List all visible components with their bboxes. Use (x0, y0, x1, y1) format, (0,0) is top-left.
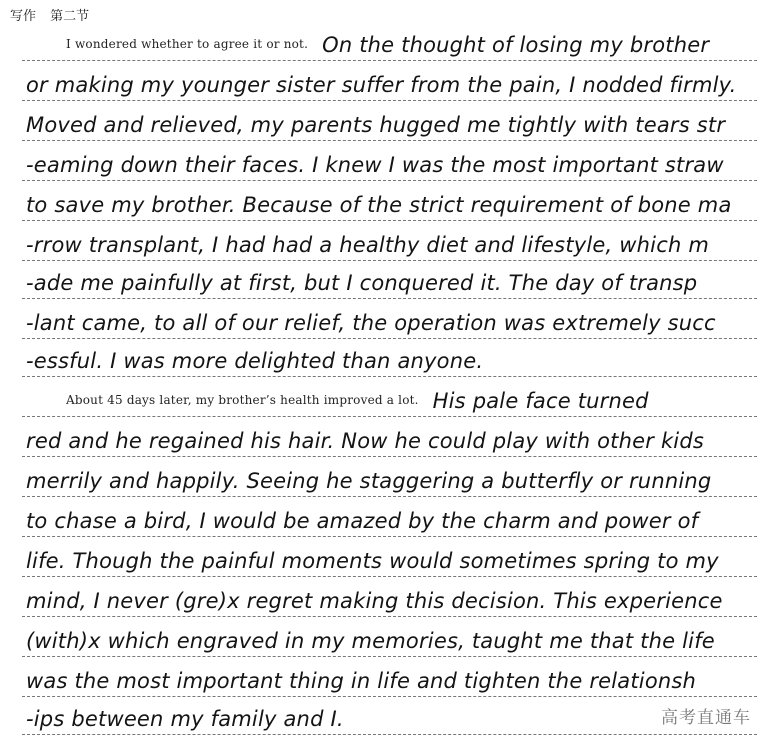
ruled-line (22, 100, 757, 101)
handwritten-line: -ips between my family and I. (26, 707, 344, 731)
handwritten-line: -eaming down their faces. I knew I was the most important straw (26, 153, 724, 177)
handwritten-line (66, 389, 759, 413)
handwritten-line: to save my brother. Because of the strict requirement of bone ma (26, 193, 732, 217)
handwritten-line: (with)x which engraved in my memories, taught me that the life (26, 629, 715, 653)
ruled-line (22, 338, 757, 339)
handwritten-line: -rrow transplant, I had had a healthy diet and lifestyle, which m (26, 233, 709, 257)
handwritten-line: merrily and happily. Seeing he staggering a butterfly or running (26, 469, 712, 493)
ruled-line (22, 140, 757, 141)
ruled-line (22, 496, 757, 497)
handwritten-line: or making my younger sister suffer from the pain, I nodded firmly. (26, 73, 737, 97)
ruled-line (22, 456, 757, 457)
handwritten-line: to chase a bird, I would be amazed by the charm and power of (26, 509, 699, 533)
handwritten-line: -lant came, to all of our relief, the operation was extremely succ (26, 311, 716, 335)
handwritten-text: On the thought of losing my brother (322, 33, 710, 57)
handwritten-text: His pale face turned (432, 389, 649, 413)
ruled-line (22, 696, 757, 697)
printed-prompt-1: I wondered whether to agree it or not. (66, 37, 309, 51)
handwritten-line: life. Though the painful moments would sometimes spring to my (26, 549, 719, 573)
ruled-line (22, 656, 757, 657)
handwritten-line (66, 33, 759, 57)
handwritten-line: -ade me painfully at first, but I conquered it. The day of transp (26, 271, 698, 295)
handwritten-line: mind, I never (gre)x regret making this decision. This experience (26, 589, 723, 613)
header-section: 第二节 (50, 9, 90, 24)
ruled-line (22, 536, 757, 537)
ruled-line (22, 416, 757, 417)
handwritten-line: red and he regained his hair. Now he could play with other kids (26, 429, 705, 453)
ruled-line (22, 734, 757, 735)
ruled-line (22, 260, 757, 261)
ruled-line (22, 220, 757, 221)
handwritten-line: was the most important thing in life and tighten the relationsh (26, 669, 697, 693)
ruled-line (22, 576, 757, 577)
watermark: 高考直通车 (661, 708, 751, 728)
handwritten-line: Moved and relieved, my parents hugged me tightly with tears str (26, 113, 726, 137)
printed-prompt-2: About 45 days later, my brother’s health improved a lot. (66, 393, 419, 407)
ruled-line (22, 376, 757, 377)
ruled-line (22, 60, 757, 61)
ruled-line (22, 616, 757, 617)
header-writing: 写作 (10, 9, 37, 24)
handwritten-line: -essful. I was more delighted than anyone. (26, 349, 484, 373)
ruled-line (22, 298, 757, 299)
section-header (10, 5, 99, 24)
ruled-line (22, 180, 757, 181)
